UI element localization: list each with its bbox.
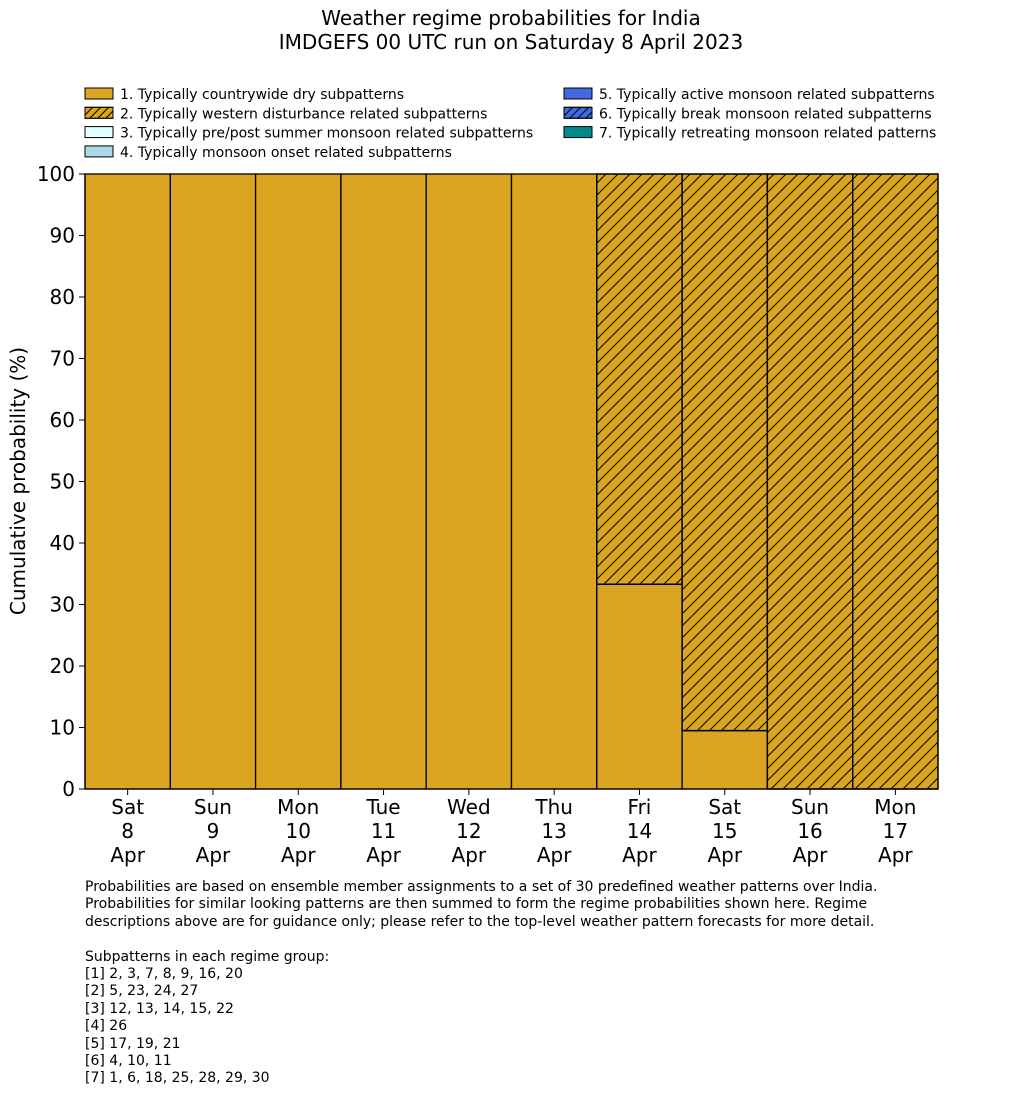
- bar-segment: [597, 584, 682, 789]
- x-tick-label-line: 16: [797, 819, 823, 843]
- legend-label: 2. Typically western disturbance related subpatterns: [120, 106, 488, 123]
- y-tick-label: 90: [49, 223, 75, 248]
- legend-label: 4. Typically monsoon onset related subpatterns: [120, 144, 452, 161]
- x-tick-label-line: 14: [626, 819, 653, 843]
- bar-segment: [256, 174, 341, 789]
- x-tick-label: [277, 795, 319, 867]
- x-tick-label-line: Tue: [366, 795, 401, 819]
- legend-swatch: [564, 127, 592, 138]
- x-tick-label-line: Apr: [707, 843, 743, 867]
- y-tick-label: 40: [49, 531, 75, 555]
- legend-swatch: [85, 146, 113, 157]
- legend-label: 7. Typically retreating monsoon related patterns: [599, 125, 937, 142]
- y-tick-label: 80: [49, 285, 75, 309]
- x-tick-label-line: Fri: [627, 795, 652, 819]
- footnotes: [85, 879, 877, 1088]
- legend-swatch: [85, 88, 113, 99]
- bar-segment: [341, 174, 426, 789]
- y-tick-label: 100: [36, 162, 75, 186]
- legend-swatch-hatch: [85, 107, 113, 118]
- bar-segment: [170, 174, 255, 789]
- x-tick-label: [534, 795, 573, 867]
- y-tick-label: 70: [49, 346, 75, 371]
- x-tick-label-line: Apr: [451, 843, 487, 867]
- y-tick-label: 30: [49, 592, 75, 617]
- x-tick-label-line: 15: [712, 819, 738, 843]
- x-tick-label: [622, 795, 657, 867]
- legend-label: 3. Typically pre/post summer monsoon related subpatterns: [120, 125, 534, 142]
- bar-segment-hatch: [853, 174, 938, 789]
- x-tick-label-line: Sun: [791, 795, 830, 819]
- x-tick-label-line: Apr: [622, 843, 657, 867]
- x-tick-label: [447, 795, 491, 867]
- footnote-line: Probabilities for similar looking patterns are then summed to form the regime probabilities shown here. Regime: [85, 896, 868, 913]
- x-tick-label-line: Apr: [195, 843, 231, 867]
- legend-item: [564, 87, 935, 103]
- x-tick-label-line: 8: [121, 819, 135, 843]
- x-tick-label: [791, 795, 829, 867]
- group-line: [5] 17, 19, 21: [85, 1035, 181, 1052]
- legend-label: 5. Typically active monsoon related subpatterns: [599, 87, 935, 103]
- group-line: [1] 2, 3, 7, 8, 9, 16, 20: [85, 966, 243, 983]
- legend-item: [564, 126, 936, 142]
- x-tick-label-line: Apr: [280, 843, 316, 867]
- group-line: [6] 4, 10, 11: [85, 1053, 172, 1070]
- bars: [85, 174, 938, 789]
- x-tick-label-line: Sat: [708, 795, 742, 819]
- legend-item: [85, 126, 533, 142]
- x-tick-label-line: Apr: [366, 843, 401, 867]
- y-tick-label: 20: [49, 654, 75, 678]
- x-tick-label-line: Apr: [792, 843, 828, 867]
- legend-swatch-hatch: [564, 107, 592, 118]
- x-tick-label: [707, 795, 742, 867]
- bar-segment-hatch: [597, 174, 682, 584]
- legend-label: 6. Typically break monsoon related subpatterns: [599, 106, 932, 123]
- x-tick-label-line: 13: [541, 819, 567, 843]
- group-line: [7] 1, 6, 18, 25, 28, 29, 30: [85, 1070, 270, 1087]
- bar-segment-hatch: [767, 174, 852, 789]
- group-line: [4] 26: [85, 1018, 128, 1035]
- legend-label: 1. Typically countrywide dry subpatterns: [120, 87, 405, 103]
- legend-item: [85, 106, 487, 122]
- legend-swatch: [564, 88, 592, 99]
- legend-item: [564, 106, 932, 122]
- y-tick-label: 0: [62, 777, 75, 801]
- x-tick-label: [110, 795, 145, 867]
- x-tick-label-line: Wed: [447, 795, 491, 819]
- legend: [85, 87, 936, 161]
- bar-segment: [682, 731, 767, 789]
- x-tick-label-line: Apr: [536, 843, 572, 867]
- chart-title-line-2: IMDGEFS 00 UTC run on Saturday 8 April 2023: [278, 30, 744, 54]
- x-tick-label-line: 10: [285, 819, 311, 843]
- x-tick-label-line: 17: [882, 819, 909, 843]
- footnote-line: descriptions above are for guidance only; please refer to the top-level weather pattern forecasts for more detail.: [85, 913, 875, 930]
- bar-segment: [512, 174, 597, 789]
- groups-list: [85, 966, 877, 1088]
- x-tick-label-line: Mon: [874, 795, 917, 819]
- x-tick-label-line: Sat: [111, 795, 145, 819]
- x-tick-label-line: Apr: [110, 843, 145, 867]
- chart-title-line-1: Weather regime probabilities for India: [321, 6, 701, 30]
- x-tick-label: [874, 795, 916, 867]
- x-tick-label-line: Apr: [878, 843, 913, 867]
- x-tick-label: [365, 795, 401, 867]
- x-tick-label: [194, 795, 232, 867]
- y-tick-label: 10: [49, 715, 75, 740]
- bar-segment: [85, 174, 170, 789]
- footnote-line: Probabilities are based on ensemble member assignments to a set of 30 predefined weather patterns over India.: [85, 879, 878, 895]
- groups-heading: Subpatterns in each regime group:: [85, 948, 330, 965]
- legend-item: [85, 145, 452, 161]
- x-tick-label-line: Sun: [193, 795, 232, 819]
- x-tick-label-line: Thu: [535, 795, 573, 819]
- y-tick-label: 50: [49, 469, 75, 494]
- y-axis-label: Cumulative probability (%): [6, 346, 30, 616]
- bar-segment-hatch: [682, 174, 767, 731]
- legend-swatch: [85, 127, 113, 138]
- group-line: [3] 12, 13, 14, 15, 22: [85, 1000, 234, 1017]
- x-tick-label-line: 12: [456, 819, 482, 843]
- group-line: [2] 5, 23, 24, 27: [85, 983, 199, 1000]
- y-tick-label: 60: [49, 408, 75, 432]
- x-tick-label-line: Mon: [277, 795, 320, 819]
- bar-segment: [426, 174, 511, 789]
- x-tick-label-line: 9: [206, 819, 220, 843]
- footnote-paragraph: [85, 879, 877, 931]
- legend-item: [85, 87, 404, 103]
- x-tick-label-line: 11: [370, 819, 397, 843]
